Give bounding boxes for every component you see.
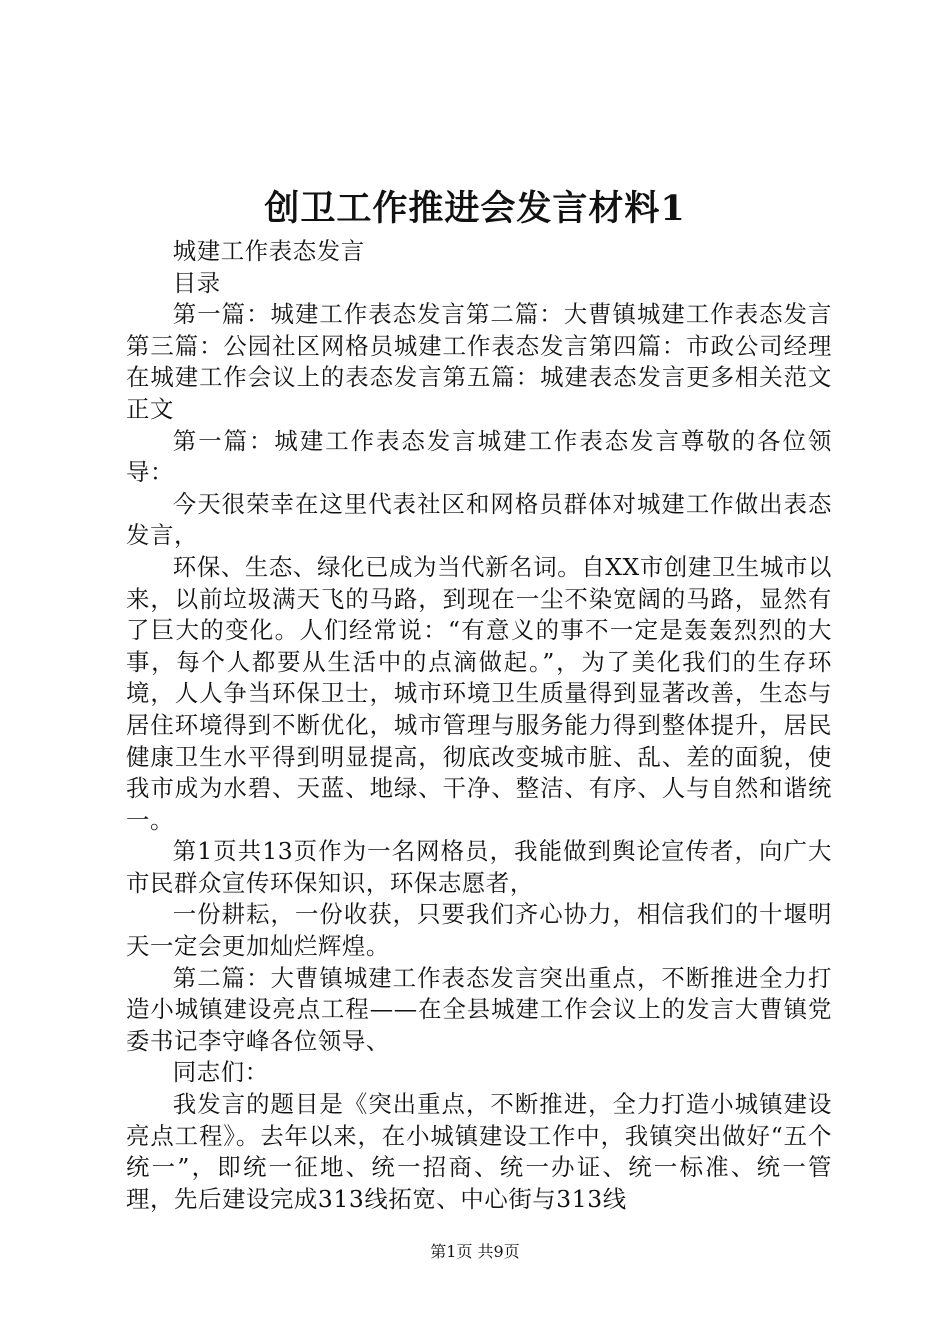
paragraph: 同志们： (172, 1058, 269, 1087)
paragraph: 第二篇：大曹镇城建工作表态发言突出重点，不断推进全力打造小城镇建设亮点工程——在全县城建工作会议上的发言大曹镇党委书记李守峰各位领导、 (126, 963, 832, 1055)
paragraph: 今天很荣幸在这里代表社区和网格员群体对城建工作做出表态发言， (126, 489, 832, 550)
paragraph: 一份耕耘，一份收获，只要我们齐心协力，相信我们的十堰明天一定会更加灿烂辉煌。 (126, 900, 832, 961)
paragraph-toc-label: 目录 (172, 268, 221, 297)
document-body (126, 236, 832, 1215)
document-title: 创卫工作推进会发言材料1 (264, 188, 686, 229)
paragraph: 第1页共13页作为一名网格员，我能做到舆论宣传者，向广大市民群众宣传环保知识，环保志愿者， (126, 837, 832, 897)
paragraph: 我发言的题目是《突出重点，不断推进，全力打造小城镇建设亮点工程》。去年以来，在小城镇建设工作中，我镇突出做好“五个统一”，即统一征地、统一招商、统一办证、统一标准、统一管理，先后建设完成313线拓宽、中心街与313线 (126, 1090, 832, 1213)
paragraph-heading: 城建工作表态发言 (172, 237, 365, 265)
paragraph-toc: 第一篇：城建工作表态发言第二篇：大曹镇城建工作表态发言第三篇：公园社区网格员城建工作表态发言第四篇：市政公司经理在城建工作会议上的表态发言第五篇：城建表态发言更多相关范文正文 (126, 300, 832, 423)
paragraph: 第一篇：城建工作表态发言城建工作表态发言尊敬的各位领导： (126, 426, 832, 487)
paragraph: 环保、生态、绿化已成为当代新名词。自XX市创建卫生城市以来，以前垃圾满天飞的马路，到现在一尘不染宽阔的马路，显然有了巨大的变化。人们经常说：“有意义的事不一定是轰轰烈烈的大事，每个人都要从生活中的点滴做起。”，为了美化我们的生存环境，人人争当环保卫士，城市环境卫生质量得到显著改善，生态与居住环境得到不断优化，城市管理与服务能力得到整体提升，居民健康卫生水平得到明显提高，彻底改变城市脏、乱、差的面貌，使我市成为水碧、天蓝、地绿、干净、整洁、有序、人与自然和谐统一。 (126, 552, 832, 834)
page-footer: 第1页 共9页 (430, 1242, 520, 1261)
